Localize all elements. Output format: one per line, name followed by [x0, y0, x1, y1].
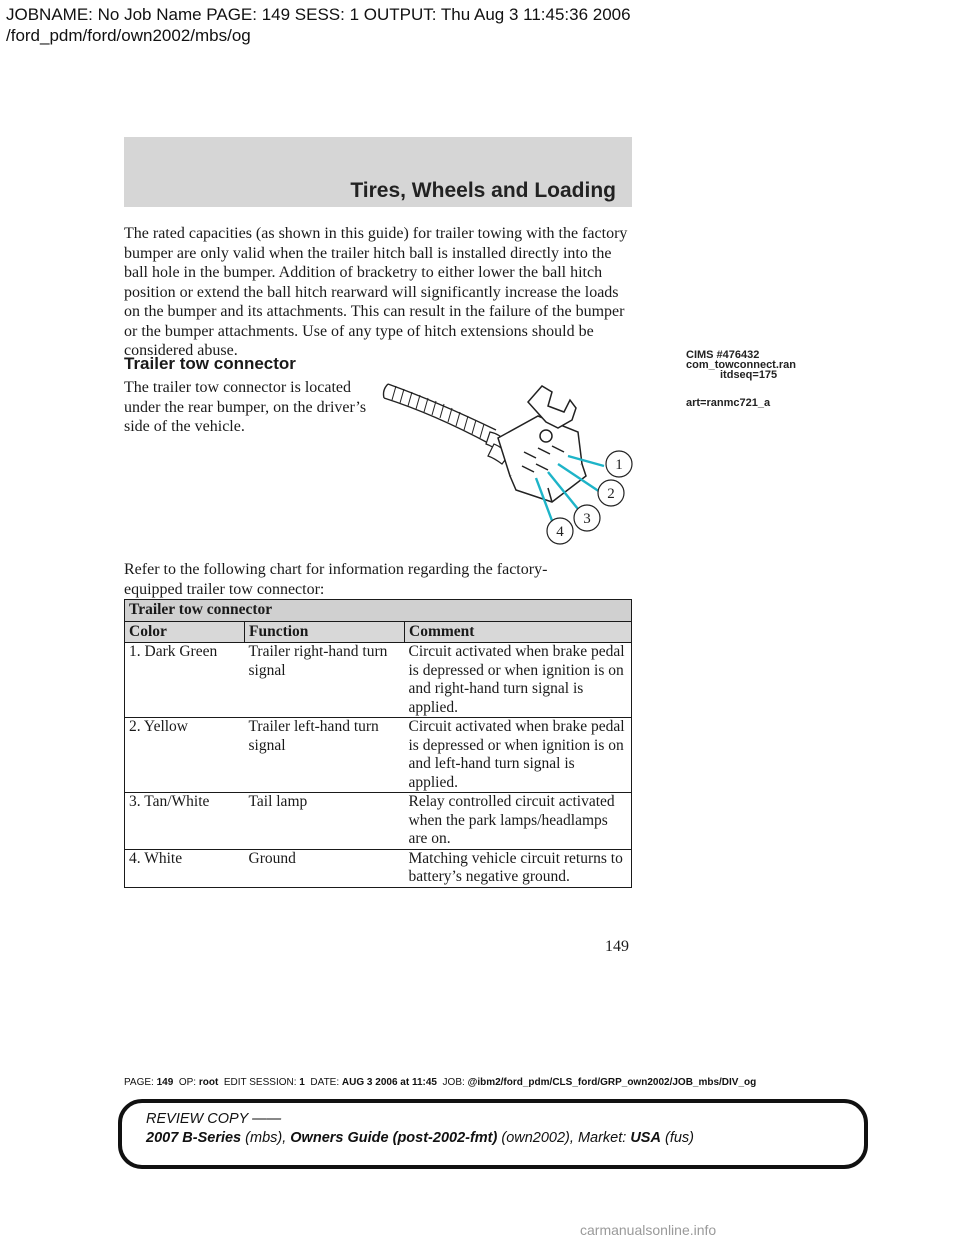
footer-op-value: root	[198, 1077, 219, 1088]
footer-op-label: OP:	[178, 1077, 197, 1088]
intro-paragraph: The rated capacities (as shown in this guide) for trailer towing with the factory bumper are only valid when the trailer hitch ball is installed directly into the ball hole in the bumper. Addition of bracketry to either lower the ball hitch position or extend the ball hitch rearward will significantly increase the loads on the bumper and its attachments. This can result in the failure of the bumper or the bumper attachments. Use of any type of hitch extensions should be considered abuse.	[124, 225, 628, 359]
watermark: carmanualsonline.info	[580, 1222, 717, 1238]
table-row	[125, 643, 632, 718]
callout-label-3: 3	[583, 511, 591, 527]
review-copy-label: REVIEW COPY ——	[146, 1111, 282, 1127]
table-cell-color: 1. Dark Green	[125, 643, 245, 718]
table-cell-comment: Circuit activated when brake pedal is depressed or when ignition is on and right-hand turn signal is applied.	[405, 643, 632, 718]
section-title: Tires, Wheels and Loading	[350, 179, 616, 202]
review-copy-box	[118, 1099, 868, 1169]
table-cell-comment: Circuit activated when brake pedal is depressed or when ignition is on and left-hand turn signal is applied.	[405, 718, 632, 793]
footer-job-label: JOB:	[442, 1077, 465, 1088]
chart-intro-paragraph: Refer to the following chart for information regarding the factory-equipped trailer tow connector:	[124, 561, 548, 598]
review-model: 2007 B-Series	[146, 1130, 242, 1146]
callout-label-1: 1	[615, 457, 623, 473]
side-notes	[686, 350, 796, 408]
table-cell-function: Tail lamp	[245, 793, 405, 850]
art-note: art=ranmc721_a	[686, 397, 771, 409]
location-paragraph: The trailer tow connector is located under the rear bumper, on the driver’s side of the vehicle.	[124, 379, 367, 435]
table-cell-color: 2. Yellow	[125, 718, 245, 793]
footer-page-value: 149	[156, 1077, 174, 1088]
footer-session-label: EDIT SESSION:	[223, 1077, 297, 1088]
callout-label-4: 4	[556, 524, 564, 540]
review-market-label: Market:	[577, 1130, 627, 1146]
table-cell-function: Trailer right-hand turn signal	[245, 643, 405, 718]
footer-date-label: DATE:	[310, 1077, 340, 1088]
job-header-line-2: /ford_pdm/ford/own2002/mbs/og	[6, 26, 251, 45]
section-header-band	[124, 137, 632, 207]
review-model-code: (mbs)	[245, 1130, 283, 1146]
table-caption: Trailer tow connector	[125, 600, 632, 622]
connector-body	[498, 386, 586, 502]
table-cell-function: Trailer left-hand turn signal	[245, 718, 405, 793]
footer-date-value: AUG 3 2006 at 11:45	[341, 1077, 437, 1088]
table-row	[125, 849, 632, 887]
cims-note: CIMS #476432	[686, 349, 760, 361]
table-cell-function: Ground	[245, 849, 405, 887]
review-guide: Owners Guide (post-2002-fmt)	[290, 1130, 498, 1146]
review-market-code: (fus)	[664, 1130, 694, 1146]
footer-page-label: PAGE:	[124, 1077, 154, 1088]
callout-label-2: 2	[607, 486, 615, 502]
table-row	[125, 718, 632, 793]
table-row	[125, 793, 632, 850]
trailer-connector-illustration	[378, 372, 638, 552]
footer-session-value: 1	[299, 1077, 305, 1088]
footer-job-value: @ibm2/ford_pdm/CLS_ford/GRP_own2002/JOB_mbs/DIV_og	[467, 1077, 757, 1088]
table-header-function: Function	[245, 621, 405, 643]
table-header-comment: Comment	[405, 621, 632, 643]
trailer-connector-table	[124, 599, 632, 888]
page-number: 149	[605, 938, 629, 955]
review-details: 2007 B-Series (mbs), Owners Guide (post-2002-fmt) (own2002), Market: USA (fus)	[146, 1130, 694, 1146]
table-cell-comment: Relay controlled circuit activated when the park lamps/headlamps are on.	[405, 793, 632, 850]
footer-job-info	[124, 1077, 756, 1088]
job-header-line-1: JOBNAME: No Job Name PAGE: 149 SESS: 1 OUTPUT: Thu Aug 3 11:45:36 2006	[6, 5, 631, 24]
review-market: USA	[630, 1130, 661, 1146]
table-cell-comment: Matching vehicle circuit returns to battery’s negative ground.	[405, 849, 632, 887]
table-cell-color: 3. Tan/White	[125, 793, 245, 850]
job-header	[6, 4, 631, 46]
table-cell-color: 4. White	[125, 849, 245, 887]
seq-note: itdseq=175	[720, 369, 778, 381]
trailer-tow-heading: Trailer tow connector	[124, 354, 296, 373]
connector-cable	[384, 384, 497, 444]
file-note: com_towconnect.ran	[686, 359, 797, 371]
table-header-color: Color	[125, 621, 245, 643]
review-guide-code: (own2002)	[501, 1130, 570, 1146]
